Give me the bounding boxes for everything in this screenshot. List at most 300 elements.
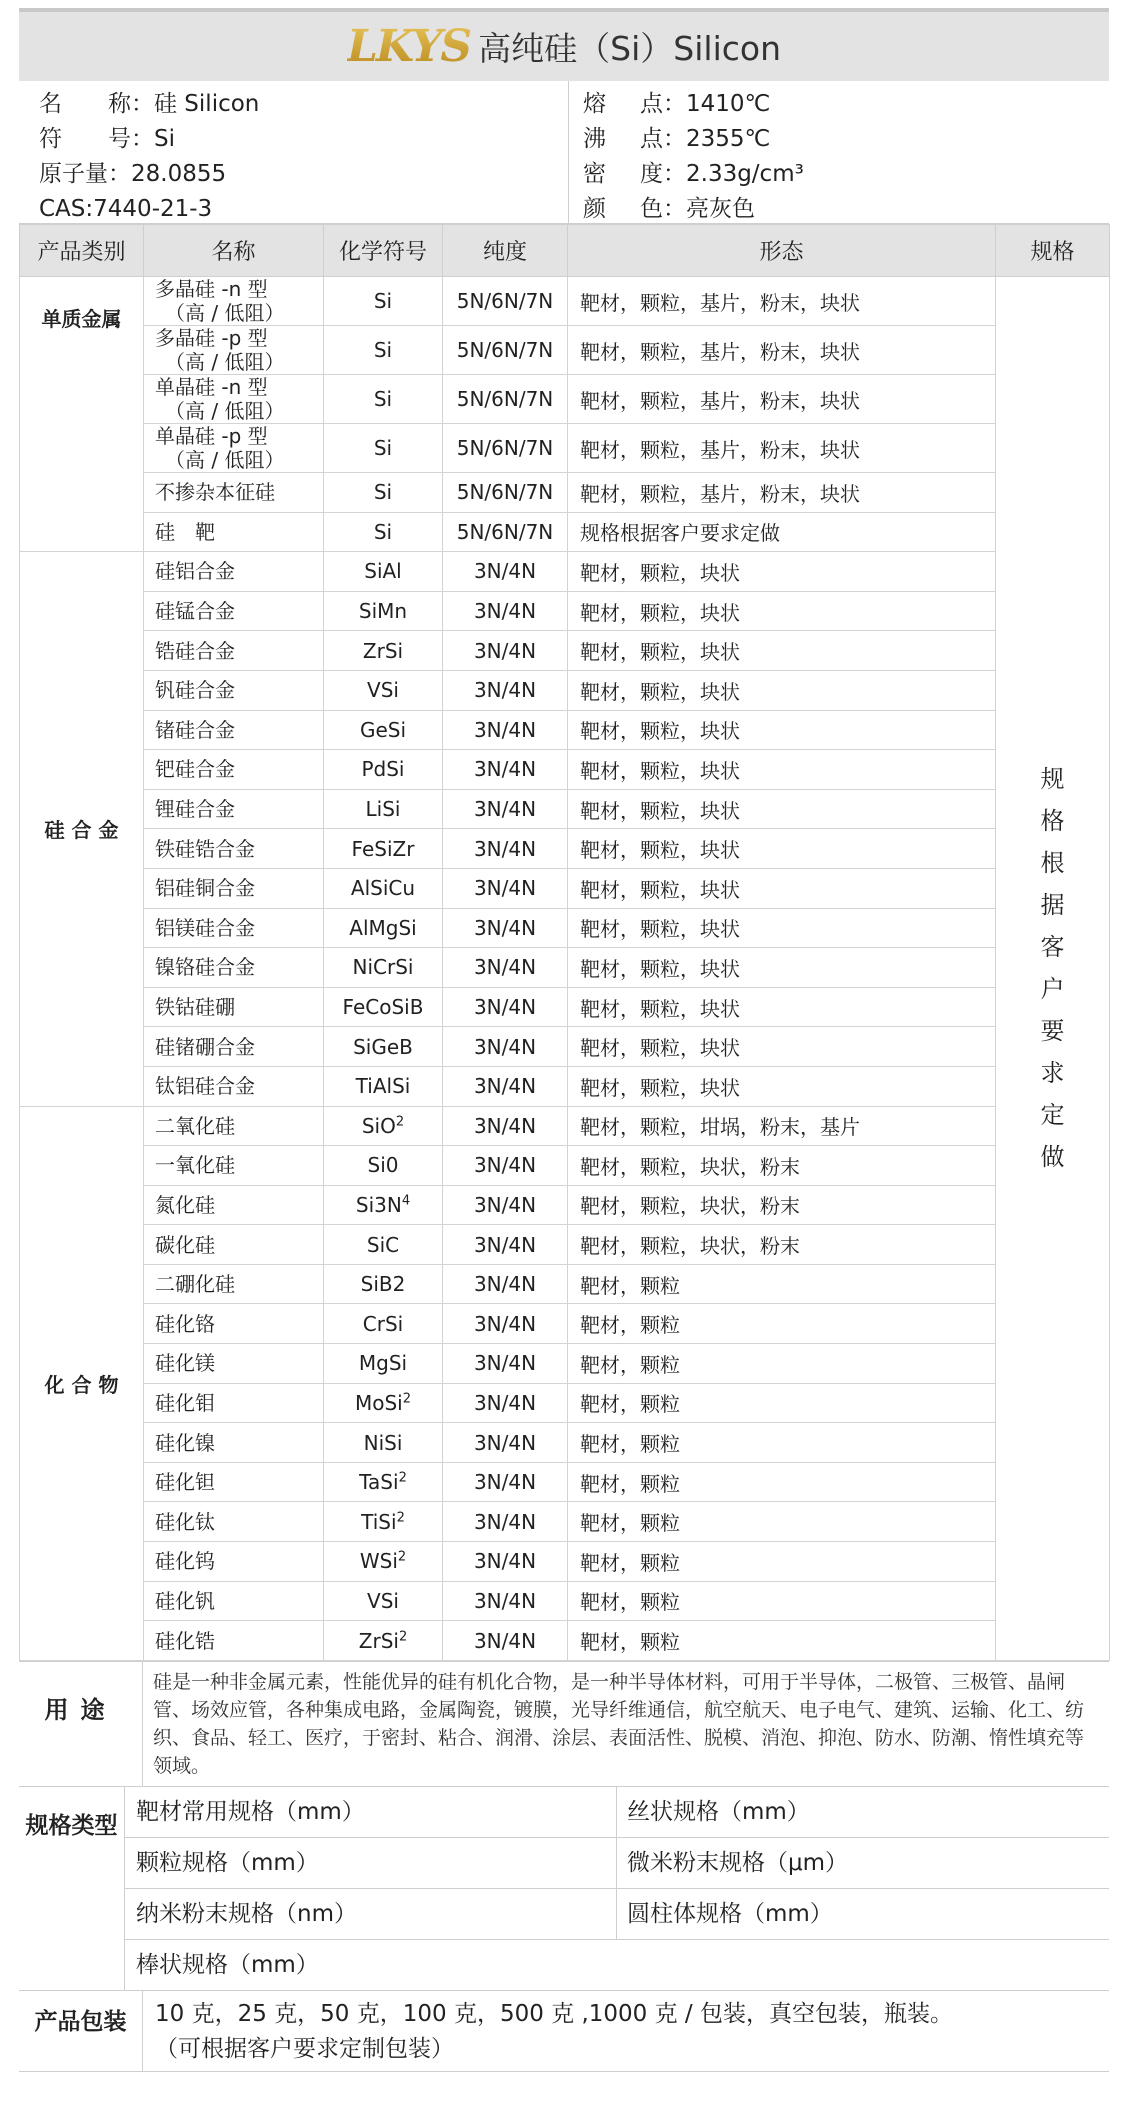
purity: 3N/4N xyxy=(443,750,568,790)
chemical-symbol-text: SiO xyxy=(361,1113,396,1138)
chemical-symbol xyxy=(324,326,443,375)
purity: 3N/4N xyxy=(443,631,568,671)
product-name xyxy=(144,1304,324,1344)
table-header-row xyxy=(20,225,1110,277)
chemical-symbol xyxy=(324,710,443,750)
prop-melting-point xyxy=(583,87,804,122)
chemical-subscript: 2 xyxy=(398,1470,407,1486)
product-name-note: （高 / 低阻） xyxy=(165,399,285,423)
chemical-symbol xyxy=(324,1462,443,1502)
product-form: 靶材，颗粒，块状 xyxy=(568,789,996,829)
chemical-symbol-text: CrSi xyxy=(362,1311,404,1336)
prop-atomic-weight xyxy=(39,157,568,192)
table-row xyxy=(20,473,1110,513)
chemical-symbol-text: GeSi xyxy=(359,717,407,742)
product-form: 靶材，颗粒 xyxy=(568,1423,996,1463)
chemical-symbol-text: WSi xyxy=(359,1549,398,1574)
chemical-subscript: 2 xyxy=(402,1391,412,1407)
product-table xyxy=(19,224,1110,1661)
properties-left xyxy=(19,81,569,223)
product-form: 靶材，颗粒，块状 xyxy=(568,948,996,988)
purity: 3N/4N xyxy=(443,1383,568,1423)
product-name xyxy=(144,591,324,631)
properties-panel xyxy=(19,81,1109,224)
chemical-symbol xyxy=(324,1502,443,1542)
chemical-symbol xyxy=(324,1581,443,1621)
chemical-symbol-text: SiC xyxy=(366,1232,400,1257)
spec-row xyxy=(125,1787,1109,1838)
purity: 3N/4N xyxy=(443,1066,568,1106)
spec-item: 微米粉末规格（μm） xyxy=(627,1849,849,1876)
product-name-note: （高 / 低阻） xyxy=(165,301,285,325)
purity: 3N/4N xyxy=(443,1542,568,1582)
usage-text: 硅是一种非金属元素，性能优异的硅有机化合物，是一种半导体材料，可用于半导体，二极管、三极管、晶闸管、场效应管，各种集成电路，金属陶瓷，镀膜，光导纤维通信，航空航天、电子电气、建筑、运输、化工、纺织、食品、轻工、医疗，于密封、粘合、润滑、涂层、表面活性、脱模、消泡、抑泡、防水、防潮、惰性填充等领域。 xyxy=(153,1670,1085,1777)
purity: 3N/4N xyxy=(443,670,568,710)
product-name xyxy=(144,277,324,326)
prop-color xyxy=(583,192,804,227)
chemical-symbol xyxy=(324,552,443,592)
chemical-symbol-text: FeSiZr xyxy=(351,836,415,861)
product-form: 靶材，颗粒，基片，粉末，块状 xyxy=(568,424,996,473)
packaging-text xyxy=(143,1991,1109,2071)
prop-label: 符号 xyxy=(39,126,131,152)
table-row xyxy=(20,591,1110,631)
prop-value: 硅 Silicon xyxy=(154,91,260,117)
product-form: 靶材，颗粒，块状 xyxy=(568,829,996,869)
product-form: 靶材，颗粒，块状，粉末 xyxy=(568,1146,996,1186)
purity: 3N/4N xyxy=(443,1185,568,1225)
product-name-text: 硅化镁 xyxy=(155,1351,215,1376)
product-name-text: 镍铬硅合金 xyxy=(155,955,255,980)
table-row xyxy=(20,631,1110,671)
chemical-symbol xyxy=(324,1344,443,1384)
prop-sep: ： xyxy=(663,126,686,152)
product-name xyxy=(144,473,324,513)
spec-types-section xyxy=(19,1787,1109,1991)
product-name xyxy=(144,750,324,790)
spec-row xyxy=(125,1838,1109,1889)
product-name xyxy=(144,1502,324,1542)
chemical-symbol-text: ZrSi xyxy=(362,638,404,663)
header-category: 产品类别 xyxy=(20,225,144,277)
product-form: 靶材，颗粒，块状 xyxy=(568,750,996,790)
prop-sep: ： xyxy=(131,91,154,117)
product-name xyxy=(144,552,324,592)
product-name-text: 硅 靶 xyxy=(155,519,215,544)
table-row xyxy=(20,1462,1110,1502)
spec-types-grid xyxy=(125,1787,1109,1990)
product-name-text: 单晶硅 -n 型 xyxy=(155,375,268,399)
table-row xyxy=(20,1146,1110,1186)
prop-sep: ： xyxy=(663,91,686,117)
purity: 5N/6N/7N xyxy=(443,512,568,552)
product-name-text: 单晶硅 -p 型 xyxy=(155,424,268,448)
chemical-symbol-text: VSi xyxy=(367,678,399,703)
title-bar xyxy=(19,8,1109,81)
spec-row xyxy=(125,1889,1109,1940)
packaging-note: （可根据客户要求定制包装） xyxy=(155,2035,454,2062)
product-name-text: 碳化硅 xyxy=(155,1232,215,1257)
product-form: 靶材，颗粒，块状 xyxy=(568,552,996,592)
chemical-symbol xyxy=(324,375,443,424)
product-name xyxy=(144,829,324,869)
table-row xyxy=(20,326,1110,375)
table-row xyxy=(20,1304,1110,1344)
chemical-symbol-text: SiGeB xyxy=(353,1034,413,1059)
packaging-label: 产品包装 xyxy=(19,1991,143,2071)
product-name-text: 钛铝硅合金 xyxy=(155,1074,255,1099)
table-row xyxy=(20,1621,1110,1661)
table-row xyxy=(20,987,1110,1027)
table-row xyxy=(20,1066,1110,1106)
chemical-symbol xyxy=(324,868,443,908)
purity: 3N/4N xyxy=(443,1462,568,1502)
category-cell: 硅 合 金 xyxy=(20,552,144,1106)
chemical-symbol-text: Si0 xyxy=(367,1153,399,1178)
product-name xyxy=(144,1146,324,1186)
table-row xyxy=(20,670,1110,710)
chemical-symbol xyxy=(324,512,443,552)
purity: 3N/4N xyxy=(443,908,568,948)
chemical-symbol-text: SiB2 xyxy=(360,1272,406,1297)
product-name xyxy=(144,424,324,473)
table-row xyxy=(20,1423,1110,1463)
product-name xyxy=(144,1106,324,1146)
product-name-text: 一氧化硅 xyxy=(155,1153,235,1178)
prop-value: 2.33g/cm³ xyxy=(686,161,804,187)
product-name-text: 锂硅合金 xyxy=(155,797,235,822)
purity: 5N/6N/7N xyxy=(443,424,568,473)
prop-sep: : xyxy=(85,196,94,222)
product-name xyxy=(144,1027,324,1067)
product-form: 靶材，颗粒，块状，粉末 xyxy=(568,1225,996,1265)
product-name-text: 铁硅锆合金 xyxy=(155,836,255,861)
product-name-text: 铁钴硅硼 xyxy=(155,995,235,1020)
product-name-text: 二硼化硅 xyxy=(155,1272,235,1297)
prop-label: 原子量 xyxy=(39,161,108,187)
product-name-text: 硅化钼 xyxy=(155,1390,215,1415)
chemical-symbol xyxy=(324,908,443,948)
product-form: 靶材，颗粒 xyxy=(568,1542,996,1582)
chemical-symbol-text: Si xyxy=(373,519,393,544)
chemical-symbol xyxy=(324,424,443,473)
product-name-text: 硅化钽 xyxy=(155,1470,215,1495)
chemical-symbol xyxy=(324,473,443,513)
page-title: 高纯硅（Si）Silicon xyxy=(478,29,781,68)
spec-cell xyxy=(996,277,1110,1661)
spec-item: 靶材常用规格（mm） xyxy=(125,1787,617,1837)
table-row xyxy=(20,552,1110,592)
product-name-text: 硅化镍 xyxy=(155,1430,215,1455)
chemical-symbol-text: Si xyxy=(373,480,393,505)
prop-label: CAS xyxy=(39,196,86,222)
chemical-symbol-text: Si xyxy=(373,436,393,460)
product-form: 靶材，颗粒 xyxy=(568,1621,996,1661)
product-form: 靶材，颗粒，基片，粉末，块状 xyxy=(568,326,996,375)
prop-label: 名称 xyxy=(39,91,131,117)
prop-value: 7440-21-3 xyxy=(93,196,213,222)
product-name xyxy=(144,908,324,948)
product-name xyxy=(144,868,324,908)
chemical-symbol xyxy=(324,670,443,710)
product-form: 靶材，颗粒，基片，粉末，块状 xyxy=(568,375,996,424)
product-form: 靶材，颗粒 xyxy=(568,1383,996,1423)
purity: 3N/4N xyxy=(443,1344,568,1384)
product-name-text: 多晶硅 -p 型 xyxy=(155,326,268,350)
chemical-subscript: 2 xyxy=(396,1510,405,1526)
product-name-text: 硅铝合金 xyxy=(155,559,235,584)
product-name-text: 硅化钨 xyxy=(155,1549,215,1574)
table-row xyxy=(20,1185,1110,1225)
prop-label: 密度 xyxy=(583,161,663,187)
chemical-symbol-text: MoSi xyxy=(354,1390,403,1415)
chemical-symbol xyxy=(324,1106,443,1146)
product-name-text: 钯硅合金 xyxy=(155,757,235,782)
chemical-symbol-text: Si3N xyxy=(355,1192,402,1217)
chemical-symbol xyxy=(324,829,443,869)
table-row xyxy=(20,829,1110,869)
purity: 3N/4N xyxy=(443,948,568,988)
usage-section xyxy=(19,1661,1109,1787)
product-form: 靶材，颗粒 xyxy=(568,1344,996,1384)
purity: 3N/4N xyxy=(443,1027,568,1067)
purity: 3N/4N xyxy=(443,829,568,869)
product-name xyxy=(144,375,324,424)
purity: 3N/4N xyxy=(443,1502,568,1542)
purity: 3N/4N xyxy=(443,1423,568,1463)
purity: 3N/4N xyxy=(443,1225,568,1265)
spec-row xyxy=(125,1940,1109,1990)
purity: 3N/4N xyxy=(443,591,568,631)
table-row xyxy=(20,424,1110,473)
spec-item: 纳米粉末规格（nm） xyxy=(125,1889,617,1939)
spec-vertical-text: 规格根据客户要求定做 xyxy=(1040,765,1065,1172)
prop-value: 28.0855 xyxy=(131,161,227,187)
chemical-symbol-text: FeCoSiB xyxy=(342,995,424,1020)
table-row xyxy=(20,1383,1110,1423)
product-name-text: 铝镁硅合金 xyxy=(155,915,255,940)
spec-item: 丝状规格（mm） xyxy=(627,1798,810,1825)
product-name-text: 铝硅铜合金 xyxy=(155,876,255,901)
prop-symbol xyxy=(39,122,568,157)
purity: 5N/6N/7N xyxy=(443,473,568,513)
purity: 3N/4N xyxy=(443,1621,568,1661)
product-form: 规格根据客户要求定做 xyxy=(568,512,996,552)
product-form: 靶材，颗粒，块状 xyxy=(568,631,996,671)
table-row xyxy=(20,1542,1110,1582)
table-row xyxy=(20,1581,1110,1621)
chemical-subscript: 2 xyxy=(398,1628,408,1644)
prop-value: Si xyxy=(154,126,175,152)
prop-sep: ： xyxy=(108,161,131,187)
chemical-symbol xyxy=(324,1027,443,1067)
product-sheet xyxy=(19,8,1109,2072)
table-row xyxy=(20,1264,1110,1304)
chemical-symbol xyxy=(324,1304,443,1344)
product-name-text: 钒硅合金 xyxy=(155,678,235,703)
purity: 3N/4N xyxy=(443,868,568,908)
table-row xyxy=(20,1106,1110,1146)
product-name xyxy=(144,1185,324,1225)
spec-item: 圆柱体规格（mm） xyxy=(627,1900,833,1927)
product-name-text: 锆硅合金 xyxy=(155,638,235,663)
chemical-symbol-text: TiAlSi xyxy=(355,1074,411,1099)
product-form: 靶材，颗粒，块状 xyxy=(568,591,996,631)
product-name-text: 硅化钛 xyxy=(155,1509,215,1534)
header-purity: 纯度 xyxy=(443,225,568,277)
product-name xyxy=(144,789,324,829)
chemical-symbol-text: SiMn xyxy=(358,599,408,624)
chemical-symbol xyxy=(324,750,443,790)
product-form: 靶材，颗粒，块状 xyxy=(568,908,996,948)
table-row xyxy=(20,868,1110,908)
purity: 3N/4N xyxy=(443,1146,568,1186)
prop-name xyxy=(39,87,568,122)
prop-value: 亮灰色 xyxy=(686,196,755,222)
chemical-symbol-text: TaSi xyxy=(359,1470,399,1495)
spec-item: 棒状规格（mm） xyxy=(136,1951,319,1978)
product-name xyxy=(144,670,324,710)
chemical-symbol-text: AlMgSi xyxy=(349,915,417,940)
table-row xyxy=(20,750,1110,790)
chemical-symbol xyxy=(324,631,443,671)
product-name-text: 硅锗硼合金 xyxy=(155,1034,255,1059)
product-form: 靶材，颗粒，基片，粉末，块状 xyxy=(568,473,996,513)
product-name-text: 氮化硅 xyxy=(155,1192,215,1217)
chemical-symbol xyxy=(324,1225,443,1265)
chemical-symbol xyxy=(324,277,443,326)
spec-types-label: 规格类型 xyxy=(19,1787,125,1990)
table-row xyxy=(20,1027,1110,1067)
chemical-symbol xyxy=(324,1423,443,1463)
product-name xyxy=(144,1423,324,1463)
product-name-text: 硅化锆 xyxy=(155,1628,215,1653)
chemical-symbol-text: Si xyxy=(373,289,393,313)
product-name xyxy=(144,1542,324,1582)
prop-value: 2355℃ xyxy=(686,126,771,152)
prop-label: 熔点 xyxy=(583,91,663,117)
purity: 3N/4N xyxy=(443,1581,568,1621)
table-row xyxy=(20,1502,1110,1542)
purity: 5N/6N/7N xyxy=(443,375,568,424)
product-name-text: 锗硅合金 xyxy=(155,717,235,742)
properties-right xyxy=(569,81,804,223)
chemical-symbol xyxy=(324,591,443,631)
chemical-symbol xyxy=(324,1542,443,1582)
chemical-subscript: 2 xyxy=(395,1114,405,1130)
header-spec: 规格 xyxy=(996,225,1110,277)
product-form: 靶材，颗粒，块状 xyxy=(568,670,996,710)
chemical-symbol-text: PdSi xyxy=(361,757,405,782)
product-name xyxy=(144,1344,324,1384)
product-name xyxy=(144,1462,324,1502)
category-cell: 单质金属 xyxy=(20,277,144,552)
chemical-symbol-text: NiCrSi xyxy=(352,955,414,980)
product-name-text: 多晶硅 -n 型 xyxy=(155,277,268,301)
product-name xyxy=(144,631,324,671)
chemical-symbol-text: TiSi xyxy=(361,1509,397,1534)
chemical-symbol xyxy=(324,1066,443,1106)
purity: 3N/4N xyxy=(443,1264,568,1304)
prop-sep: ： xyxy=(131,126,154,152)
spec-item: 颗粒规格（mm） xyxy=(125,1838,617,1888)
category-cell: 化 合 物 xyxy=(20,1106,144,1660)
product-name xyxy=(144,1066,324,1106)
chemical-symbol-text: ZrSi xyxy=(358,1628,399,1653)
table-row xyxy=(20,1344,1110,1384)
product-name xyxy=(144,1581,324,1621)
product-form: 靶材，颗粒 xyxy=(568,1462,996,1502)
purity: 3N/4N xyxy=(443,1106,568,1146)
product-name xyxy=(144,1225,324,1265)
product-form: 靶材，颗粒，块状 xyxy=(568,710,996,750)
product-form: 靶材，颗粒，块状 xyxy=(568,868,996,908)
prop-sep: ： xyxy=(663,196,686,222)
table-row xyxy=(20,789,1110,829)
chemical-symbol-text: VSi xyxy=(367,1588,399,1613)
header-symbol: 化学符号 xyxy=(324,225,443,277)
product-form: 靶材，颗粒 xyxy=(568,1304,996,1344)
product-name xyxy=(144,948,324,988)
chemical-symbol xyxy=(324,1621,443,1661)
product-name xyxy=(144,326,324,375)
chemical-symbol-text: NiSi xyxy=(363,1430,403,1455)
purity: 3N/4N xyxy=(443,710,568,750)
product-name xyxy=(144,1264,324,1304)
chemical-symbol xyxy=(324,1146,443,1186)
product-form: 靶材，颗粒，基片，粉末，块状 xyxy=(568,277,996,326)
chemical-symbol-text: MgSi xyxy=(358,1351,408,1376)
header-name: 名称 xyxy=(144,225,324,277)
chemical-symbol-text: Si xyxy=(373,338,393,362)
product-name-text: 不掺杂本征硅 xyxy=(155,480,275,505)
table-row xyxy=(20,948,1110,988)
table-row xyxy=(20,512,1110,552)
prop-value: 1410℃ xyxy=(686,91,771,117)
table-row xyxy=(20,710,1110,750)
chemical-symbol-text: Si xyxy=(373,387,393,411)
chemical-symbol xyxy=(324,948,443,988)
chemical-symbol xyxy=(324,1185,443,1225)
purity: 3N/4N xyxy=(443,1304,568,1344)
usage-label: 用途 xyxy=(19,1662,143,1786)
table-row xyxy=(20,375,1110,424)
table-row xyxy=(20,1225,1110,1265)
product-form: 靶材，颗粒 xyxy=(568,1264,996,1304)
prop-cas xyxy=(39,192,568,227)
chemical-symbol xyxy=(324,1383,443,1423)
chemical-symbol-text: SiAl xyxy=(364,559,402,584)
chemical-symbol xyxy=(324,789,443,829)
product-form: 靶材，颗粒，块状，粉末 xyxy=(568,1185,996,1225)
brand-logo: LKYS xyxy=(346,21,471,72)
chemical-symbol-text: AlSiCu xyxy=(350,876,416,901)
product-form: 靶材，颗粒 xyxy=(568,1581,996,1621)
product-name xyxy=(144,987,324,1027)
product-form: 靶材，颗粒，块状 xyxy=(568,987,996,1027)
table-row xyxy=(20,277,1110,326)
purity: 3N/4N xyxy=(443,552,568,592)
product-name-text: 硅化铬 xyxy=(155,1311,215,1336)
product-name-text: 硅化钒 xyxy=(155,1588,215,1613)
product-name-note: （高 / 低阻） xyxy=(165,448,285,472)
purity: 3N/4N xyxy=(443,789,568,829)
prop-label: 颜色 xyxy=(583,196,663,222)
purity: 5N/6N/7N xyxy=(443,277,568,326)
header-form: 形态 xyxy=(568,225,996,277)
product-form: 靶材，颗粒，坩埚，粉末，基片 xyxy=(568,1106,996,1146)
chemical-symbol xyxy=(324,1264,443,1304)
